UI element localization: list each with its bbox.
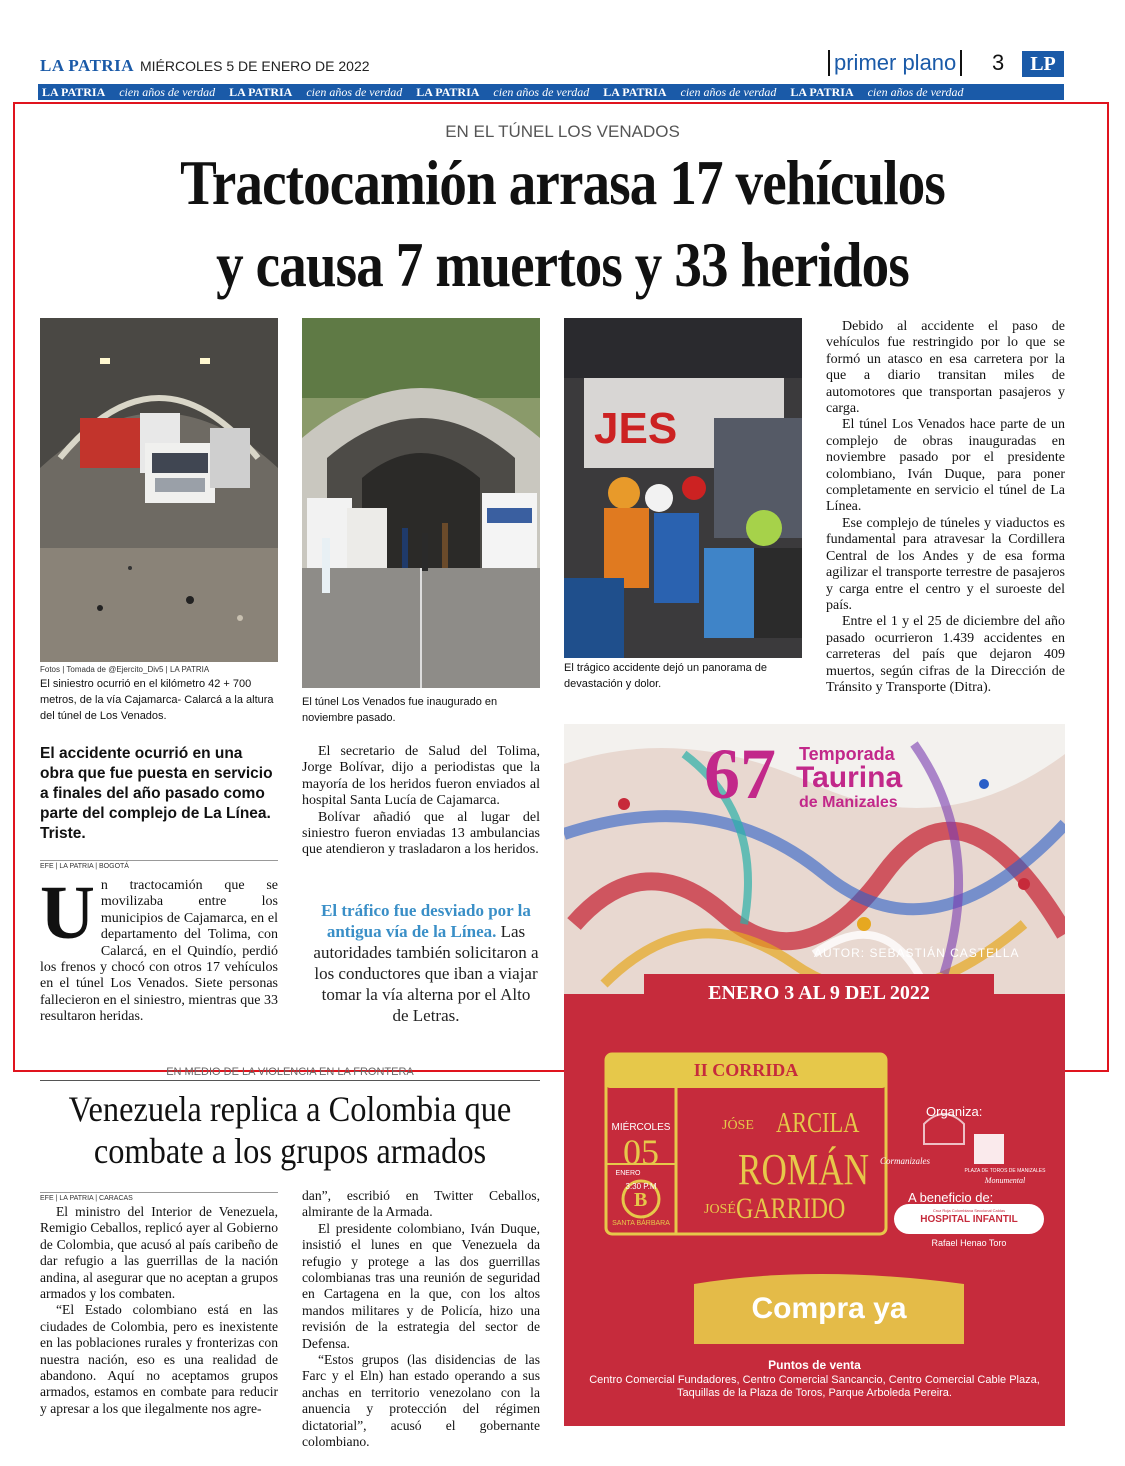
article-pull-quote: El tráfico fue desviado por la antigua vía de la Línea. Las autoridades también solicitaron a los conductores que iban a viajar tomar la vía alterna por el Alto de Letras. <box>313 901 539 1025</box>
article2-column-2: dan”, escribió en Twitter Ceballos, almirante de la Armada. El presidente colombiano, Iván Duque, insistió el lunes en que Venezuela da refugio y protege a las dos guerrillas colombianas tras una reunión de seguridad en Cartagena en la que, con los altos mandos militares y de Policía, hizo una revisión de la estrategia del sector de Defensa. “Estos grupos (las disidencias de las Farc y el Eln) han estado operando a sus anchas en territorio venezolano con la anuencia y protección del régimen dictatorial”, acusó el gobernante colombiano. <box>302 1188 540 1450</box>
ad-month: ENERO <box>615 1170 641 1177</box>
ad-hospital: HOSPITAL INFANTIL <box>920 1214 1018 1225</box>
ad-venue: SANTA BÁRBARA <box>612 1220 670 1227</box>
ad-puntos-text: Centro Comercial Fundadores, Centro Comercial Sancancio, Centro Comercial Cable Plaza, Taquillas de la Plaza de Toros, Parque Arboleda Pereira. <box>589 1374 1040 1399</box>
photo2-caption: El túnel Los Venados fue inaugurado en noviembre pasado. <box>302 696 498 724</box>
ad-day: 05 <box>623 1132 659 1172</box>
article2-column-1: El ministro del Interior de Venezuela, Remigio Ceballos, replicó ayer al Gobierno de Colombia, que acusó al país caribeño de dar refugio a las guerrillas de la nación andina, al asegurar que no aceptan a grupos armados y los combaten. “El Estado colombiano está en las ciudades de Colombia, pero es inexistente en las poblaciones rurales y fronterizas con nuestra nación, eso es una realidad de abandono. Aquí no aceptamos grupos armados, estamos en combate para reducir y apresar a los que ilegalmente nos agre- <box>40 1204 278 1416</box>
ad-title-2: Taurina <box>796 761 903 794</box>
ad-org2: PLAZA DE TOROS DE MANIZALES <box>964 1168 1046 1174</box>
ad-author: AUTOR: SEBASTIÁN CASTELLA <box>814 946 1020 960</box>
ad-weekday: MIÉRCOLES <box>611 1122 671 1133</box>
ad-organiza: Organiza: <box>926 1104 983 1119</box>
photo-rescuers <box>564 318 802 658</box>
ad-hospital-top: Cruz Roja Colombiana Seccional Caldas <box>932 1208 1006 1213</box>
photo-tunnel-crash <box>40 318 278 662</box>
article-kicker: EN EL TÚNEL LOS VENADOS <box>445 122 680 141</box>
svg-text:JES: JES <box>594 404 678 453</box>
rescuers-image <box>564 318 802 658</box>
photo1-caption: El siniestro ocurrió en el kilómetro 42 + 700 metros, de la vía Cajamarca- Calarcá a la altura del túnel de Los Venados. <box>40 678 274 722</box>
slogan-banner: LA PATRIA cien años de verdad LA PATRIA cien años de verdad LA PATRIA cien años de verdad LA PATRIA cien años de verdad LA PATRIA cien años de verdad <box>38 84 1064 100</box>
article-column-2: El secretario de Salud del Tolima, Jorge Bolívar, dijo a periodistas que la mayoría de los heridos fueron enviados al hospital Santa Lucía de Cajamarca. Bolívar añadió que al lugar del siniestro fueron enviadas 13 ambulancias que atendieron y trasladaron a los heridos. <box>302 744 540 858</box>
article2-rule <box>40 1080 540 1081</box>
article-summary: El accidente ocurrió en una obra que fue puesta en servicio a finales del año pasado como parte del complejo de La Línea. Triste. <box>40 745 273 842</box>
ad-title-3: de Manizales <box>799 794 898 811</box>
drop-cap: U <box>40 871 95 955</box>
svg-text:B: B <box>634 1189 648 1211</box>
article-column-4: Debido al accidente el paso de vehículos fue restringido por lo que se formó un atasco en esa carretera por la que a diario transitan miles de automotores que transportan pasajeros y carga. El túnel Los Venados hace parte de un complejo de obras inauguradas en noviembre pasado por el presidente colombiano, Iván Duque, para poner completamente en servicio el túnel de La Línea. Ese complejo de túneles y viaductos es fundamental para atravesar la Cordillera Central de los Andes y de esa forma agilizar el transporte terrestre de pasajeros y carga entre el centro y el suroeste del país. Entre el 1 y el 25 de diciembre del año pasado ocurrieron 1.439 accidentes en carreteras del país que dejaron 409 muertos, según cifras de la Dirección de Tránsito y Transporte (Ditra). <box>826 319 1065 695</box>
ad-title-1: Temporada <box>799 744 895 764</box>
ad-torero2: ROMÁN <box>738 1145 870 1194</box>
ad-torero1-first: JÓSE <box>722 1118 754 1133</box>
ad-torero1-last: ARCILA <box>776 1108 860 1139</box>
ad-hospital-sub: Rafael Henao Toro <box>931 1238 1007 1248</box>
ad-torero3-last: GARRIDO <box>736 1192 846 1225</box>
ad-beneficio: A beneficio de: <box>908 1190 994 1205</box>
ad-org2-sub: Monumental <box>984 1176 1026 1185</box>
ad-puntos-title: Puntos de venta <box>768 1358 861 1372</box>
ad-corrida: II CORRIDA <box>693 1060 799 1080</box>
article-column-1: Un tractocamión que se movilizaba entre los municipios de Cajamarca, en el departamento del Tolima, con Calarcá, en el Quindío, perdió los frenos y chocó con otros 17 vehículos en el túnel Los Venados. Siete personas fallecieron en el siniestro, mientras que 33 resultaron heridas. <box>40 871 278 1025</box>
article2-kicker: EN MEDIO DE LA VIOLENCIA EN LA FRONTERA <box>166 1066 414 1078</box>
article2-headline: Venezuela replica a Colombia que combate a los grupos armados <box>68 1089 512 1171</box>
page-number: 3 <box>992 50 1005 75</box>
ad-time: 3:30 P.M <box>625 1182 657 1191</box>
tunnel-entrance-image <box>302 318 540 688</box>
article-headline: Tractocamión arrasa 17 vehículos y causa 7 muertos y 33 heridos <box>180 147 945 300</box>
ad-cta: Compra ya <box>751 1292 907 1325</box>
photo-credit: Fotos | Tomada de @Ejercito_Div5 | LA PATRIA <box>40 665 210 674</box>
photo-tunnel-entrance <box>302 318 540 688</box>
bullfight-advertisement <box>564 724 1065 1426</box>
ad-torero3-first: JOSÉ <box>704 1202 736 1217</box>
ad-dates: ENERO 3 AL 9 DEL 2022 <box>708 982 930 1004</box>
article-byline: EFE | LA PATRIA | BOGOTÁ <box>40 860 278 870</box>
section-name: primer plano <box>828 50 962 76</box>
ad-edition-number: 67 <box>704 734 776 814</box>
article2-byline: EFE | LA PATRIA | CARACAS <box>40 1192 278 1202</box>
issue-date: MIÉRCOLES 5 DE ENERO DE 2022 <box>140 58 370 74</box>
lp-badge: LP <box>1022 51 1064 77</box>
ad-org1: Cormanizales <box>880 1156 931 1166</box>
tunnel-crash-image <box>40 318 278 662</box>
newspaper-logo: LA PATRIA <box>40 56 135 75</box>
photo3-caption: El trágico accidente dejó un panorama de devastación y dolor. <box>564 662 768 690</box>
